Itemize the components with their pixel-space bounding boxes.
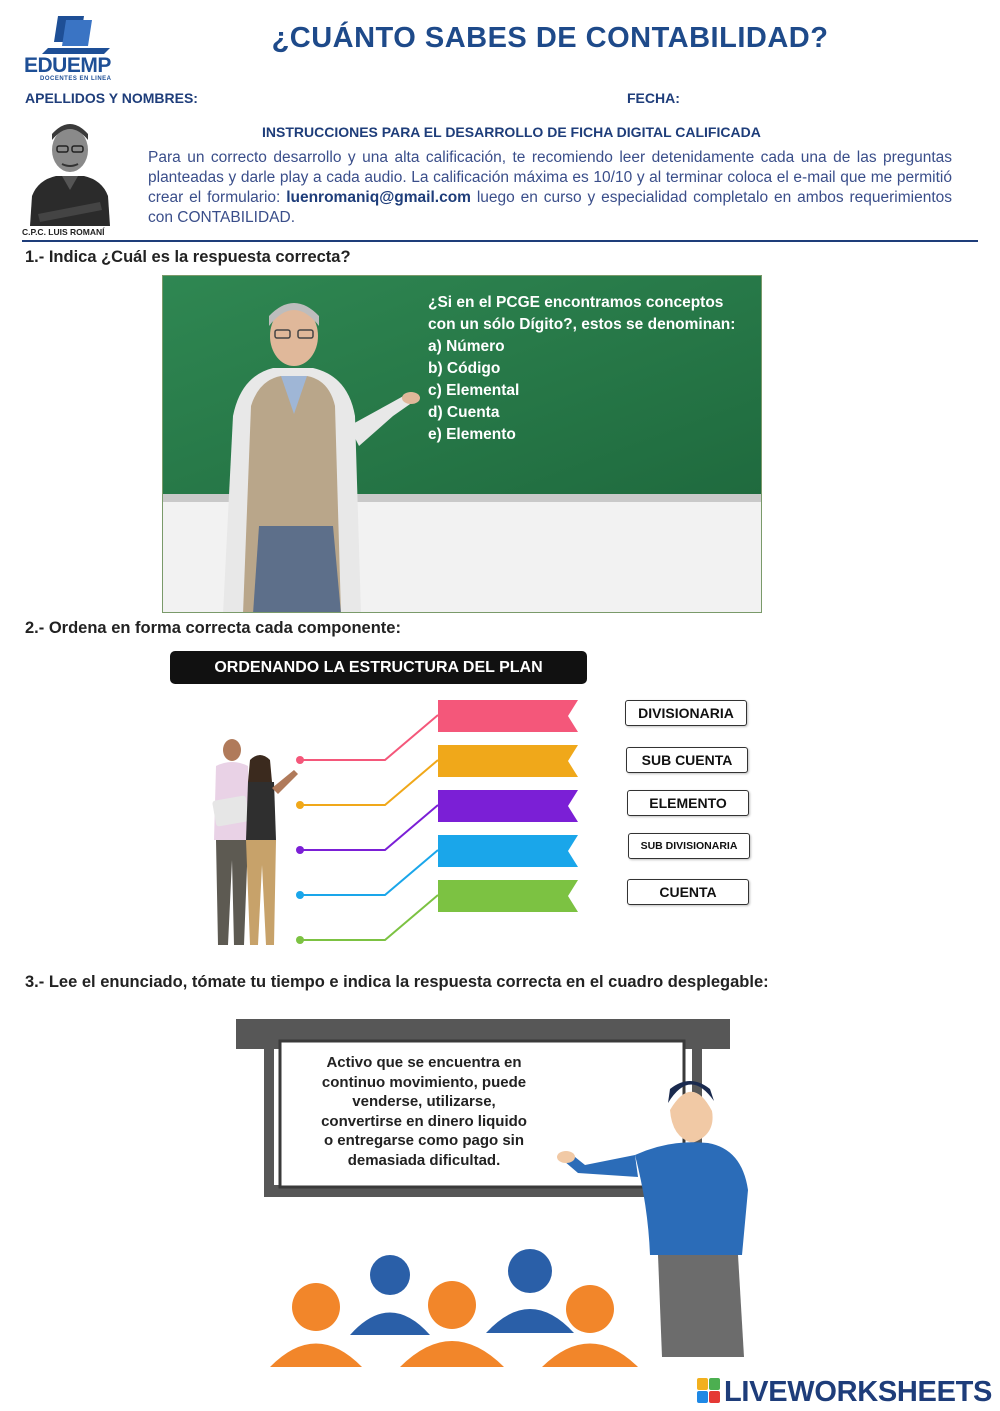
option-elemento[interactable]: ELEMENTO xyxy=(627,790,749,816)
option-sub-cuenta[interactable]: SUB CUENTA xyxy=(626,747,748,773)
instructions-text-before: Para un correcto desarrollo y una alta calificación, te recomiendo leer detenidamente cada una de las preguntas planteadas y darle play a cada audio. La calificación máxima es 10/10 y al terminar coloca el e-mail que me permitió crear el formulario: xyxy=(148,149,952,206)
board-line: con un sólo Dígito?, estos se denominan: xyxy=(428,316,736,333)
date-label: FECHA: xyxy=(627,90,680,106)
plan-structure-diagram xyxy=(190,690,590,970)
screen-line: demasiada dificultad. xyxy=(347,1151,501,1169)
ribbon-2 xyxy=(438,745,578,777)
screen-line: convertirse en dinero liquido xyxy=(321,1112,527,1130)
logo-subtitle: DOCENTES EN LINEA xyxy=(40,76,112,82)
ribbon-4 xyxy=(438,835,578,867)
liveworksheets-logo-icon xyxy=(697,1378,721,1404)
author-portrait-image xyxy=(24,110,116,226)
option-cuenta[interactable]: CUENTA xyxy=(627,879,749,905)
board-option-a: a) Número xyxy=(428,338,505,355)
logo-text: EDUEMP xyxy=(24,54,111,77)
board-question-text xyxy=(428,292,758,446)
header-divider xyxy=(22,240,978,242)
question-3-prompt: 3.- Lee el enunciado, tómate tu tiempo e indica la respuesta correcta en el cuadro desplegable: xyxy=(25,973,769,991)
instructions-title: INSTRUCCIONES PARA EL DESARROLLO DE FICHA DIGITAL CALIFICADA xyxy=(262,124,761,140)
screen-line: venderse, utilizarse, xyxy=(352,1093,496,1110)
audience-icon xyxy=(270,1249,638,1367)
screen-statement-text xyxy=(284,1053,564,1170)
instructions-email: luenromaniq@gmail.com xyxy=(286,189,471,206)
liveworksheets-brand: LIVEWORKSHEETS xyxy=(724,1376,993,1408)
instructions-text xyxy=(148,148,952,228)
screen-line: continuo movimiento, puede xyxy=(321,1073,527,1091)
ribbon-3 xyxy=(438,790,578,822)
ribbon-1 xyxy=(438,700,578,732)
board-option-c: c) Elemental xyxy=(428,382,520,399)
page-title: ¿CUÁNTO SABES DE CONTABILIDAD? xyxy=(271,22,829,54)
two-people-illustration xyxy=(212,739,298,945)
board-line: ¿Si en el PCGE encontramos conceptos xyxy=(428,294,724,311)
question-2-prompt: 2.- Ordena en forma correcta cada componente: xyxy=(25,619,401,637)
question-1-prompt: 1.- Indica ¿Cuál es la respuesta correcta? xyxy=(25,248,351,266)
ribbon-5 xyxy=(438,880,578,912)
board-option-e: e) Elemento xyxy=(428,426,516,443)
screen-line: o entregarse como pago sin xyxy=(323,1132,525,1149)
instructions-text-after: luego en curso y especialidad completalo en ambos requerimientos con CONTABILIDAD. xyxy=(148,189,952,226)
board-option-d: d) Cuenta xyxy=(428,404,500,421)
board-option-b: b) Código xyxy=(428,360,501,377)
plan-structure-banner: ORDENANDO LA ESTRUCTURA DEL PLAN CONTABLE xyxy=(170,651,587,684)
screen-line: Activo que se encuentra en xyxy=(326,1054,522,1071)
names-label: APELLIDOS Y NOMBRES: xyxy=(25,90,198,106)
option-sub-divisionaria[interactable]: SUB DIVISIONARIA xyxy=(628,833,750,859)
author-name: C.P.C. LUIS ROMANÍ xyxy=(22,227,105,237)
option-divisionaria[interactable]: DIVISIONARIA xyxy=(625,700,747,726)
